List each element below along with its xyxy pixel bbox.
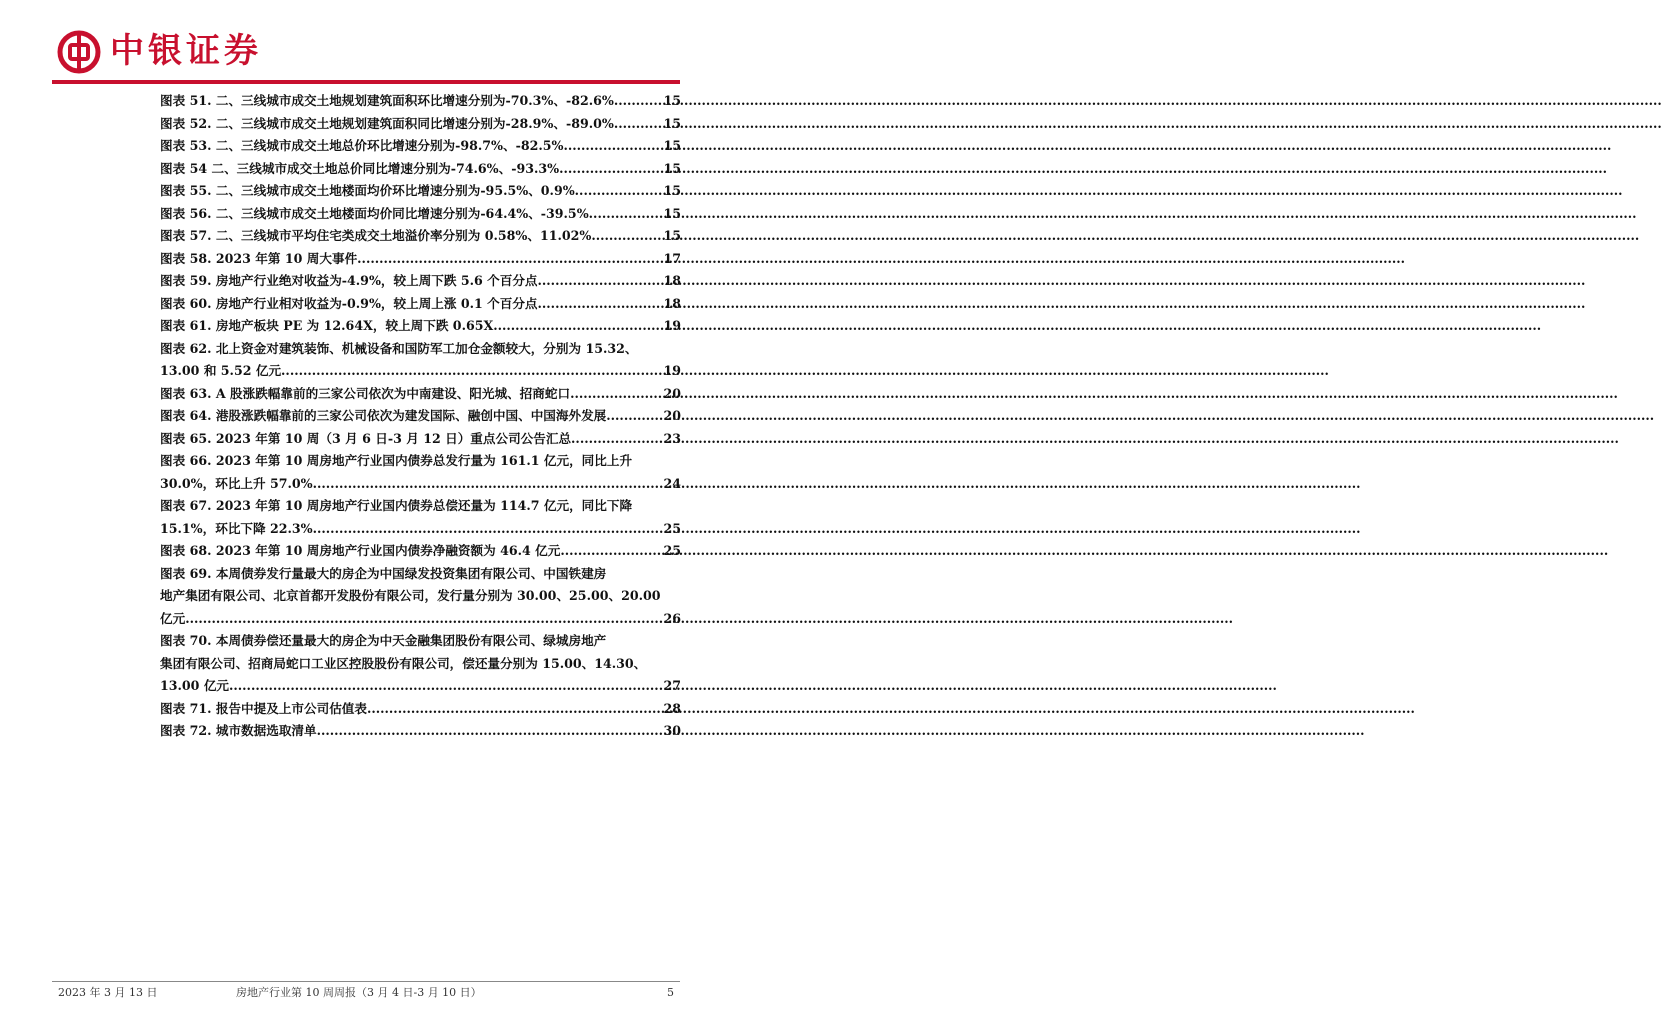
toc-entry-line: 图表 62. 北上资金对建筑装饰、机械设备和国防军工加仓金额较大，分别为 15.32、: [160, 340, 638, 356]
toc-page-number: 15: [663, 228, 681, 243]
toc-entry[interactable]: [160, 405, 681, 428]
dot-leader: [560, 540, 662, 563]
toc-entry[interactable]: [160, 428, 681, 451]
toc-entry[interactable]: [160, 113, 681, 136]
toc-entry[interactable]: [160, 248, 681, 271]
toc-entry-title: 图表 53. 二、三线城市成交土地总价环比增速分别为-98.7%、-82.5%: [160, 138, 564, 153]
toc-entry-line: 图表 67. 2023 年第 10 周房地产行业国内债券总偿还量为 114.7 亿元，同比下降: [160, 498, 633, 513]
table-of-figures: [160, 90, 681, 743]
toc-entry[interactable]: [160, 293, 681, 316]
toc-entry-line: 图表 69. 本周债券发行量最大的房企为中国绿发投资集团有限公司、中国铁建房: [160, 565, 607, 581]
toc-entry-title: 图表 54 二、三线城市成交土地总价同比增速分别为-74.6%、-93.3%: [160, 160, 560, 176]
dot-leader: [575, 180, 663, 203]
toc-page-number: 15: [663, 183, 681, 198]
toc-entry[interactable]: [160, 315, 681, 338]
toc-entry[interactable]: [160, 135, 681, 158]
toc-entry-title: 图表 59. 房地产行业绝对收益为-4.9%，较上周下跌 5.6 个百分点: [160, 273, 538, 288]
dot-leader: [313, 473, 663, 496]
page-number: 5: [667, 986, 674, 999]
toc-page-number: 17: [663, 250, 681, 266]
dot-leader: [281, 360, 662, 383]
toc-entry-title: 图表 61. 房地产板块 PE 为 12.64X，较上周下跌 0.65X: [160, 318, 494, 333]
footer-date: 2023 年 3 月 13 日: [58, 986, 158, 999]
toc-entry[interactable]: [160, 720, 681, 743]
toc-entry-line: 图表 66. 2023 年第 10 周房地产行业国内债券总发行量为 161.1 亿元，同比上升: [160, 453, 633, 468]
toc-entry-line: 30.0%，环比上升 57.0%: [160, 475, 313, 491]
toc-entry-title: 图表 64. 港股涨跌幅靠前的三家公司依次为建发国际、融创中国、中国海外发展: [160, 408, 607, 423]
toc-entry-line: 集团有限公司、招商局蛇口工业区控股股份有限公司，偿还量分别为 15.00、14.30、: [160, 655, 647, 671]
dot-leader: [367, 698, 662, 721]
toc-entry-line: 15.1%，环比下降 22.3%: [160, 520, 313, 536]
dot-leader: [559, 158, 662, 181]
toc-entry[interactable]: [160, 450, 681, 495]
toc-entry-title: 图表 55. 二、三线城市成交土地楼面均价环比增速分别为-95.5%、0.9%: [160, 183, 575, 198]
toc-page-number: 15: [663, 205, 681, 221]
toc-page-number: 18: [663, 273, 681, 288]
toc-page-number: 28: [663, 700, 681, 716]
toc-entry[interactable]: [160, 180, 681, 203]
toc-entry[interactable]: [160, 203, 681, 226]
dot-leader: [606, 405, 662, 428]
toc-entry[interactable]: [160, 383, 681, 406]
toc-entry-line: 地产集团有限公司、北京首都开发股份有限公司，发行量分别为 30.00、25.00、20.00: [160, 588, 661, 603]
toc-page-number: 15: [663, 93, 681, 108]
dot-leader: [313, 518, 663, 541]
dot-leader: [229, 675, 662, 698]
toc-page-number: 15: [663, 138, 681, 153]
page-header: [0, 0, 724, 90]
toc-page-number: 23: [663, 430, 681, 446]
dot-leader: [563, 135, 662, 158]
toc-page-number: 18: [663, 295, 681, 311]
toc-entry-title: 图表 51. 二、三线城市成交土地规划建筑面积环比增速分别为-70.3%、-82.6%: [160, 93, 614, 108]
dot-leader: [589, 203, 663, 226]
toc-entry-title: 图表 72. 城市数据选取清单: [160, 723, 317, 738]
toc-page-number: 26: [663, 610, 681, 626]
toc-page-number: 24: [663, 475, 681, 491]
toc-entry-title: 图表 58. 2023 年第 10 周大事件: [160, 250, 358, 266]
dot-leader: [185, 608, 662, 631]
toc-entry-title: 图表 65. 2023 年第 10 周（3 月 6 日-3 月 12 日）重点公司公告汇总: [160, 430, 572, 446]
toc-page-number: 20: [663, 408, 681, 423]
dot-leader: [357, 248, 662, 271]
toc-entry-line: 图表 70. 本周债券偿还量最大的房企为中天金融集团股份有限公司、绿城房地产: [160, 633, 607, 648]
toc-page-number: 15: [663, 160, 681, 176]
toc-page-number: 25: [663, 543, 681, 558]
toc-page-number: 19: [663, 318, 681, 333]
brand-name: 中银证券: [110, 31, 262, 71]
toc-entry[interactable]: [160, 90, 681, 113]
toc-entry-title: 图表 57. 二、三线城市平均住宅类成交土地溢价率分别为 0.58%、11.02%: [160, 228, 592, 243]
toc-page-number: 19: [663, 363, 681, 378]
toc-entry[interactable]: [160, 630, 681, 698]
toc-entry[interactable]: [160, 338, 681, 383]
dot-leader: [591, 225, 662, 248]
toc-entry[interactable]: [160, 225, 681, 248]
header-rule: [52, 80, 680, 84]
toc-entry[interactable]: [160, 698, 681, 721]
toc-entry-title: 图表 56. 二、三线城市成交土地楼面均价同比增速分别为-64.4%、-39.5%: [160, 205, 589, 221]
toc-entry-line: 13.00 亿元: [160, 678, 230, 693]
dot-leader: [538, 293, 663, 316]
dot-leader: [538, 270, 663, 293]
dot-leader: [614, 90, 663, 113]
toc-entry[interactable]: [160, 540, 681, 563]
toc-page-number: 20: [663, 385, 681, 401]
toc-entry[interactable]: [160, 495, 681, 540]
toc-page-number: 30: [663, 723, 681, 738]
bank-of-china-logo-icon: [57, 30, 101, 74]
toc-page-number: 15: [663, 115, 681, 131]
dot-leader: [317, 720, 663, 743]
toc-entry-title: 图表 68. 2023 年第 10 周房地产行业国内债券净融资额为 46.4 亿元: [160, 543, 561, 558]
toc-page-number: 25: [663, 520, 681, 536]
dot-leader: [571, 428, 662, 451]
toc-entry-title: 图表 52. 二、三线城市成交土地规划建筑面积同比增速分别为-28.9%、-89.0%: [160, 115, 614, 131]
toc-page-number: 27: [663, 678, 681, 693]
toc-entry[interactable]: [160, 270, 681, 293]
footer-rule: [52, 981, 680, 982]
toc-entry-title: 图表 63. A 股涨跌幅靠前的三家公司依次为中南建设、阳光城、招商蛇口: [160, 385, 571, 401]
toc-entry[interactable]: [160, 563, 681, 631]
toc-entry-title: 图表 60. 房地产行业相对收益为-0.9%，较上周上涨 0.1 个百分点: [160, 295, 538, 311]
toc-entry-line: 13.00 和 5.52 亿元: [160, 363, 282, 378]
toc-entry-title: 图表 71. 报告中提及上市公司估值表: [160, 700, 367, 716]
toc-entry[interactable]: [160, 158, 681, 181]
toc-entry-line: 亿元: [160, 610, 186, 626]
dot-leader: [570, 383, 662, 406]
dot-leader: [493, 315, 662, 338]
dot-leader: [614, 113, 663, 136]
footer-report-title: 房地产行业第 10 周周报（3 月 4 日-3 月 10 日）: [236, 986, 482, 999]
